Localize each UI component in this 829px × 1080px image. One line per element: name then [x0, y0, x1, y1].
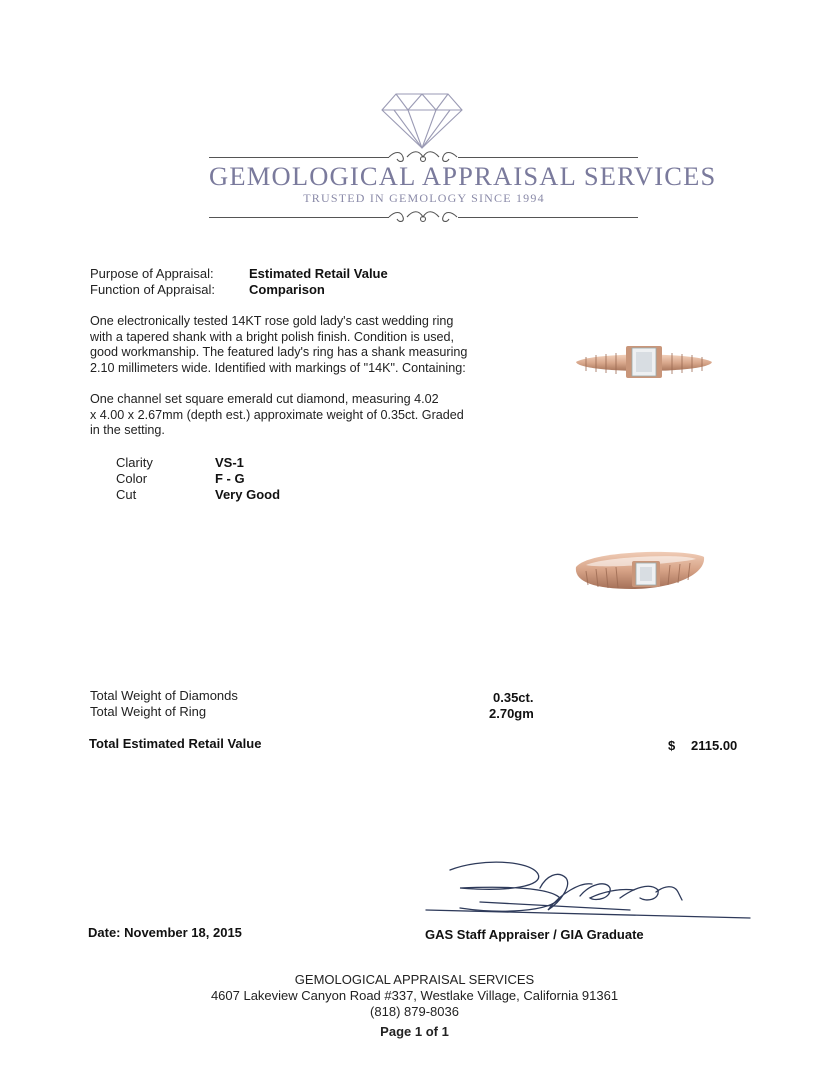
header-rule-top-right	[458, 157, 638, 158]
purpose-label: Purpose of Appraisal:	[90, 266, 214, 281]
footer-address: 4607 Lakeview Canyon Road #337, Westlake Village, California 91361	[210, 988, 619, 1003]
description-line: with a tapered shank with a bright polish finish. Condition is used,	[90, 329, 455, 344]
diamond-line: in the setting.	[90, 423, 165, 437]
total-diamonds-label: Total Weight of Diamonds	[90, 688, 238, 703]
ring-photo-front	[572, 340, 716, 390]
company-name: GEMOLOGICAL APPRAISAL SERVICES	[209, 161, 717, 191]
description-line: 2.10 millimeters wide. Identified with markings of "14K". Containing:	[90, 360, 466, 375]
total-retail-label: Total Estimated Retail Value	[89, 736, 262, 751]
appraiser-title: GAS Staff Appraiser / GIA Graduate	[425, 927, 644, 942]
appraiser-signature	[420, 852, 755, 924]
function-value: Comparison	[249, 282, 325, 297]
diamond-icon	[380, 92, 464, 150]
page-number: Page 1 of 1	[380, 1024, 449, 1039]
header-rule-bottom-right	[458, 217, 638, 218]
color-value: F - G	[215, 471, 245, 486]
appraisal-date: Date: November 18, 2015	[88, 925, 242, 940]
function-label: Function of Appraisal:	[90, 282, 216, 297]
diamond-description	[90, 392, 510, 439]
footer-phone: (818) 879-8036	[370, 1004, 459, 1019]
clarity-value: VS-1	[215, 455, 244, 470]
color-label: Color	[116, 471, 148, 486]
total-ring-label: Total Weight of Ring	[90, 704, 207, 719]
total-retail-value: 2115.00	[691, 738, 738, 753]
diamond-line: One channel set square emerald cut diamond, measuring 4.02	[90, 392, 439, 406]
company-tagline: TRUSTED IN GEMOLOGY SINCE 1994	[303, 191, 545, 205]
clarity-label: Clarity	[116, 455, 153, 470]
footer-company: GEMOLOGICAL APPRAISAL SERVICES	[294, 972, 535, 987]
ornament-bottom	[387, 208, 459, 230]
total-diamonds-value: 0.35ct.	[493, 690, 534, 705]
description-line: One electronically tested 14KT rose gold lady's cast wedding ring	[90, 314, 454, 328]
ring-photo-angle	[572, 545, 708, 595]
ring-description	[90, 314, 510, 376]
currency-symbol: $	[668, 738, 676, 753]
header-rule-top-left	[209, 157, 389, 158]
diamond-line: x 4.00 x 2.67mm (depth est.) approximate weight of 0.35ct. Graded	[90, 407, 464, 422]
cut-label: Cut	[116, 487, 137, 502]
cut-value: Very Good	[215, 487, 281, 502]
header-rule-bottom-left	[209, 217, 389, 218]
description-line: good workmanship. The featured lady's ring has a shank measuring	[90, 345, 468, 359]
purpose-value: Estimated Retail Value	[249, 266, 388, 281]
total-ring-value: 2.70gm	[489, 706, 534, 721]
